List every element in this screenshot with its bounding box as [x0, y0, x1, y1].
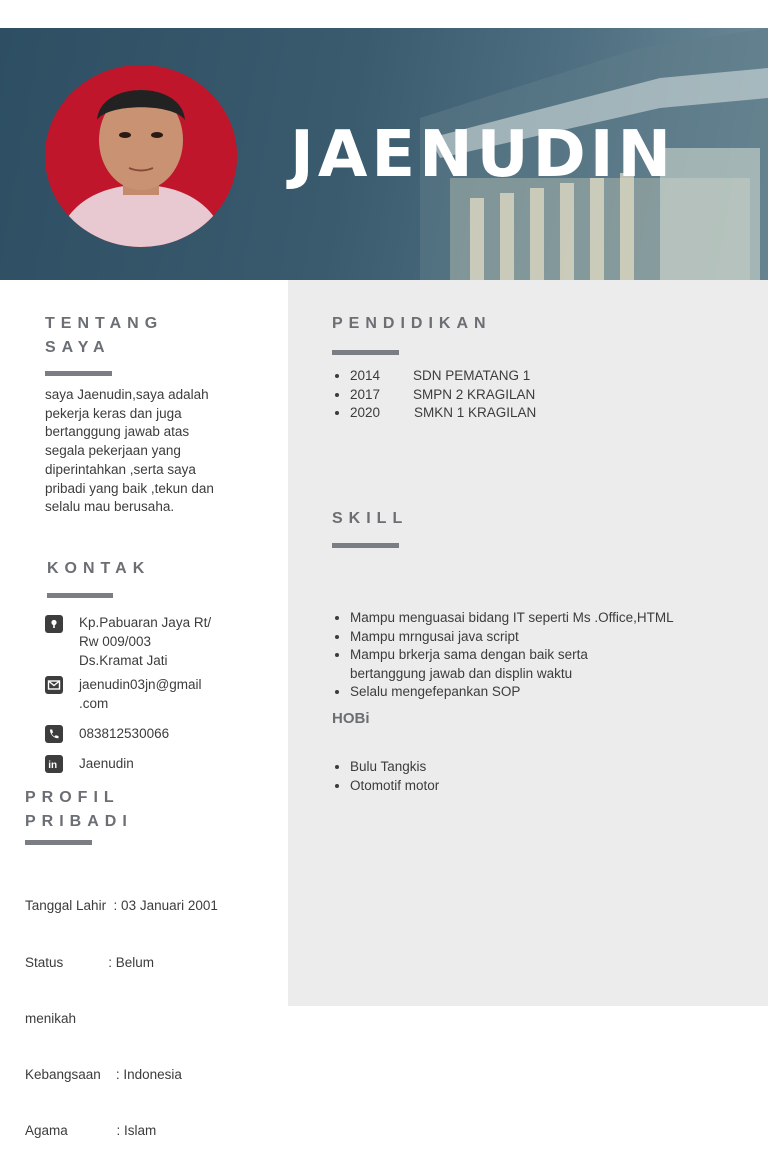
profile-line: menikah [25, 1010, 77, 1026]
education-year: 2017 [350, 386, 381, 402]
contact-address [79, 613, 211, 670]
education-year: 2020 [350, 405, 381, 421]
education-item [350, 404, 536, 423]
address-line: Rw 009/003 [79, 634, 152, 649]
contact-phone[interactable]: 083812530066 [79, 726, 170, 741]
svg-text:in: in [48, 760, 58, 772]
education-school: SDN PEMATANG 1 [413, 368, 531, 383]
skill-item: bertanggung jawab dan displin waktu [350, 665, 573, 681]
about-title-line2: SAYA [45, 339, 111, 356]
education-rule [332, 350, 399, 355]
profile-rule [25, 840, 92, 845]
about-line: selalu mau berusaha. [45, 499, 175, 515]
skill-title: SKILL [332, 510, 409, 527]
email-line: .com [79, 696, 109, 711]
about-title [45, 312, 163, 360]
about-line: pribadi yang baik ,tekun dan [45, 480, 214, 496]
location-pin-icon [45, 615, 63, 633]
phone-icon [45, 725, 63, 743]
email-line: jaenudin03jn@gmail [79, 677, 202, 692]
education-school: SMKN 1 KRAGILAN [414, 405, 537, 421]
skill-item: • Selalu mengefepankan SOP [350, 683, 768, 702]
contact-linkedin[interactable]: Jaenudin [79, 756, 134, 771]
education-list [332, 367, 536, 423]
full-name: JAENUDIN [290, 118, 676, 192]
skill-rule [332, 543, 399, 548]
about-title-line1: TENTANG [45, 315, 164, 332]
profile-title-line1: PROFIL [25, 789, 120, 806]
hobby-list [332, 758, 439, 795]
hobby-item: • Bulu Tangkis [350, 758, 439, 777]
mail-icon [45, 676, 63, 694]
hobby-title: HOBi [332, 710, 370, 727]
about-line: pekerja keras dan juga [45, 405, 182, 421]
profile-photo [45, 65, 237, 247]
profile-title [25, 786, 133, 834]
about-line: bertanggung jawab atas [45, 424, 190, 440]
profile-line: Status : Belum [25, 954, 155, 970]
skill-item: • Mampu mrngusai java script [350, 628, 768, 647]
skill-item: • Mampu brkerja sama dengan baik serta [350, 646, 768, 665]
about-line: segala pekerjaan yang [45, 443, 181, 459]
linkedin-icon [45, 755, 63, 773]
skill-list [332, 609, 768, 702]
header-banner [0, 28, 768, 280]
education-school: SMPN 2 KRAGILAN [413, 386, 536, 402]
education-item [350, 386, 536, 405]
education-year: 2014 [350, 368, 381, 383]
hobby-item: • Otomotif motor [350, 777, 439, 796]
profile-title-line2: PRIBADI [25, 813, 133, 830]
about-rule [45, 371, 112, 376]
about-text [45, 386, 260, 517]
contact-title: KONTAK [47, 560, 151, 577]
profile-line: Tanggal Lahir : 03 Januari 2001 [25, 898, 218, 914]
contact-email[interactable] [79, 675, 202, 713]
contact-rule [47, 593, 113, 598]
profile-details [25, 860, 265, 1159]
about-line: diperintahkan ,serta saya [45, 461, 196, 477]
profile-line: Agama : Islam [25, 1122, 157, 1138]
education-item [350, 367, 536, 386]
address-line: Kp.Pabuaran Jaya Rt/ [79, 615, 212, 630]
address-line: Ds.Kramat Jati [79, 653, 168, 668]
skill-item: • Mampu menguasai bidang IT seperti Ms .Office,HTML [350, 609, 768, 628]
profile-line: Kebangsaan : Indonesia [25, 1066, 182, 1082]
about-line: saya Jaenudin,saya adalah [45, 387, 209, 402]
education-title: PENDIDIKAN [332, 315, 492, 332]
